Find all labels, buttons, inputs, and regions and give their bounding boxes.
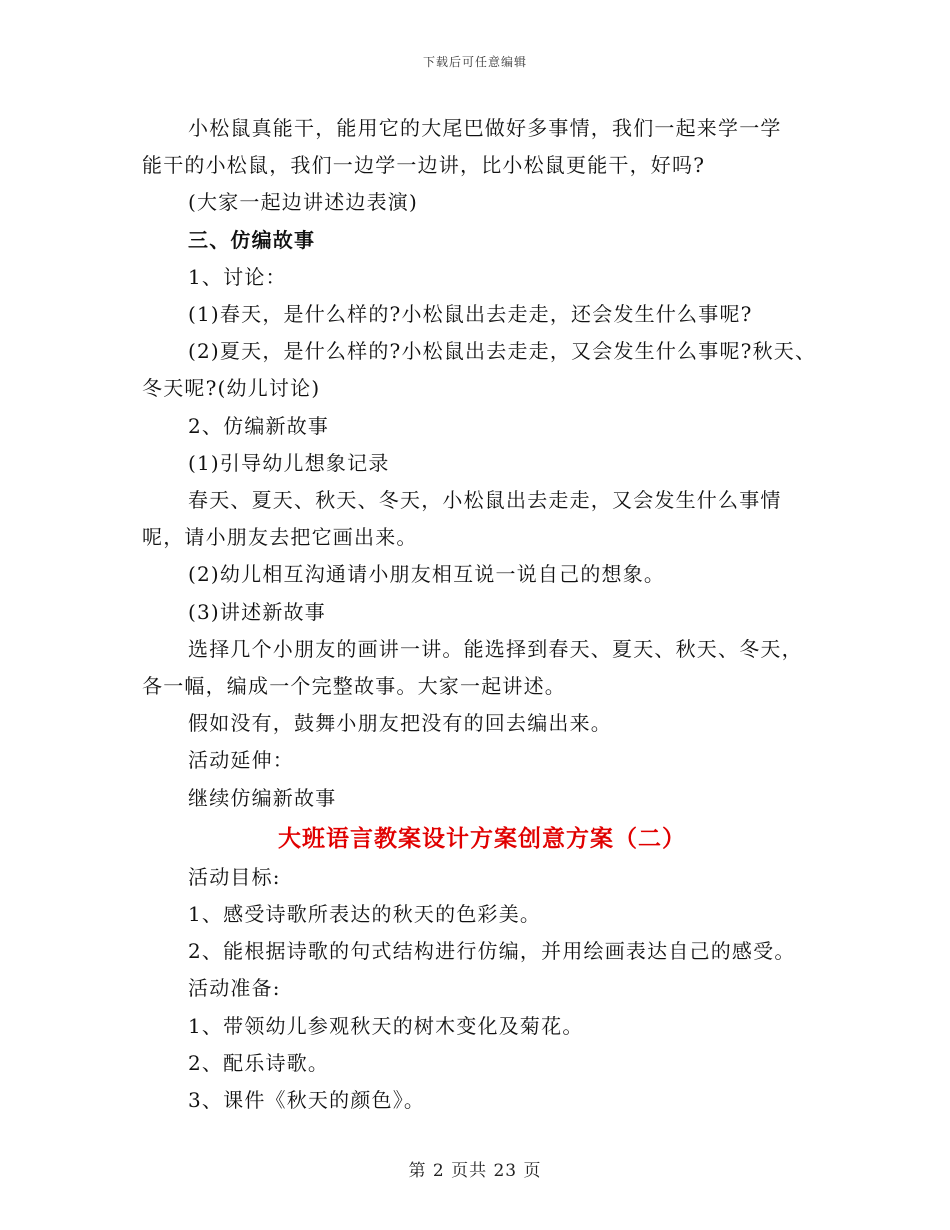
paragraph-line: 选择几个小朋友的画讲一讲。能选择到春天、夏天、秋天、冬天， — [188, 636, 803, 661]
paragraph-line: 各一幅，编成一个完整故事。大家一起讲述。 — [142, 674, 566, 699]
paragraph-line: 小松鼠真能干，能用它的大尾巴做好多事情，我们一起来学一学 — [188, 116, 782, 140]
lesson-plan-section — [142, 859, 822, 1119]
paragraph-line: (3)讲述新故事 — [188, 599, 326, 624]
paragraph-line: (大家一起边讲述边表演) — [188, 190, 419, 215]
page-footer: 第 2 页共 23 页 — [408, 1161, 542, 1181]
paragraph-line: 活动目标: — [188, 864, 281, 889]
story-section — [142, 110, 822, 817]
section-title: 大班语言教案设计方案创意方案（二） — [278, 824, 686, 852]
paragraph-line: 2、能根据诗歌的句式结构进行仿编，并用绘画表达自己的感受。 — [188, 939, 796, 964]
paragraph-line: (1)引导幼儿想象记录 — [188, 450, 390, 475]
paragraph-line: (2)幼儿相互沟通请小朋友相互说一说自己的想象。 — [188, 562, 666, 587]
paragraph-line: 2、配乐诗歌。 — [188, 1050, 330, 1075]
paragraph-line: (1)春天，是什么样的?小松鼠出去走走，还会发生什么事呢? — [188, 302, 753, 327]
paragraph-line: 1、带领幼儿参观秋天的树木变化及菊花。 — [188, 1013, 584, 1038]
paragraph-line: 1、讨论： — [188, 264, 287, 289]
paragraph-line: 假如没有，鼓舞小朋友把没有的回去编出来。 — [188, 711, 612, 736]
document-body — [142, 110, 822, 1119]
paragraph-line: 呢，请小朋友去把它画出来。 — [142, 525, 418, 550]
paragraph-line: 春天、夏天、秋天、冬天，小松鼠出去走走，又会发生什么事情 — [188, 488, 782, 513]
paragraph-line: 能干的小松鼠，我们一边学一边讲，比小松鼠更能干，好吗? — [142, 153, 706, 178]
paragraph-line: 继续仿编新故事 — [188, 785, 337, 810]
paragraph-line: 活动准备: — [188, 976, 281, 1001]
paragraph-line: 1、感受诗歌所表达的秋天的色彩美。 — [188, 902, 542, 927]
paragraph-line: 活动延伸： — [188, 748, 294, 773]
paragraph-line: (2)夏天，是什么样的?小松鼠出去走走，又会发生什么事呢?秋天、 — [188, 339, 817, 364]
section-heading: 三、仿编故事 — [188, 227, 316, 252]
page-header: 下载后可任意编辑 — [422, 55, 527, 69]
paragraph-line: 2、仿编新故事 — [188, 413, 330, 438]
paragraph-line: 3、课件《秋天的颜色》。 — [188, 1088, 426, 1113]
paragraph-line: 冬天呢?(幼儿讨论) — [142, 376, 321, 401]
